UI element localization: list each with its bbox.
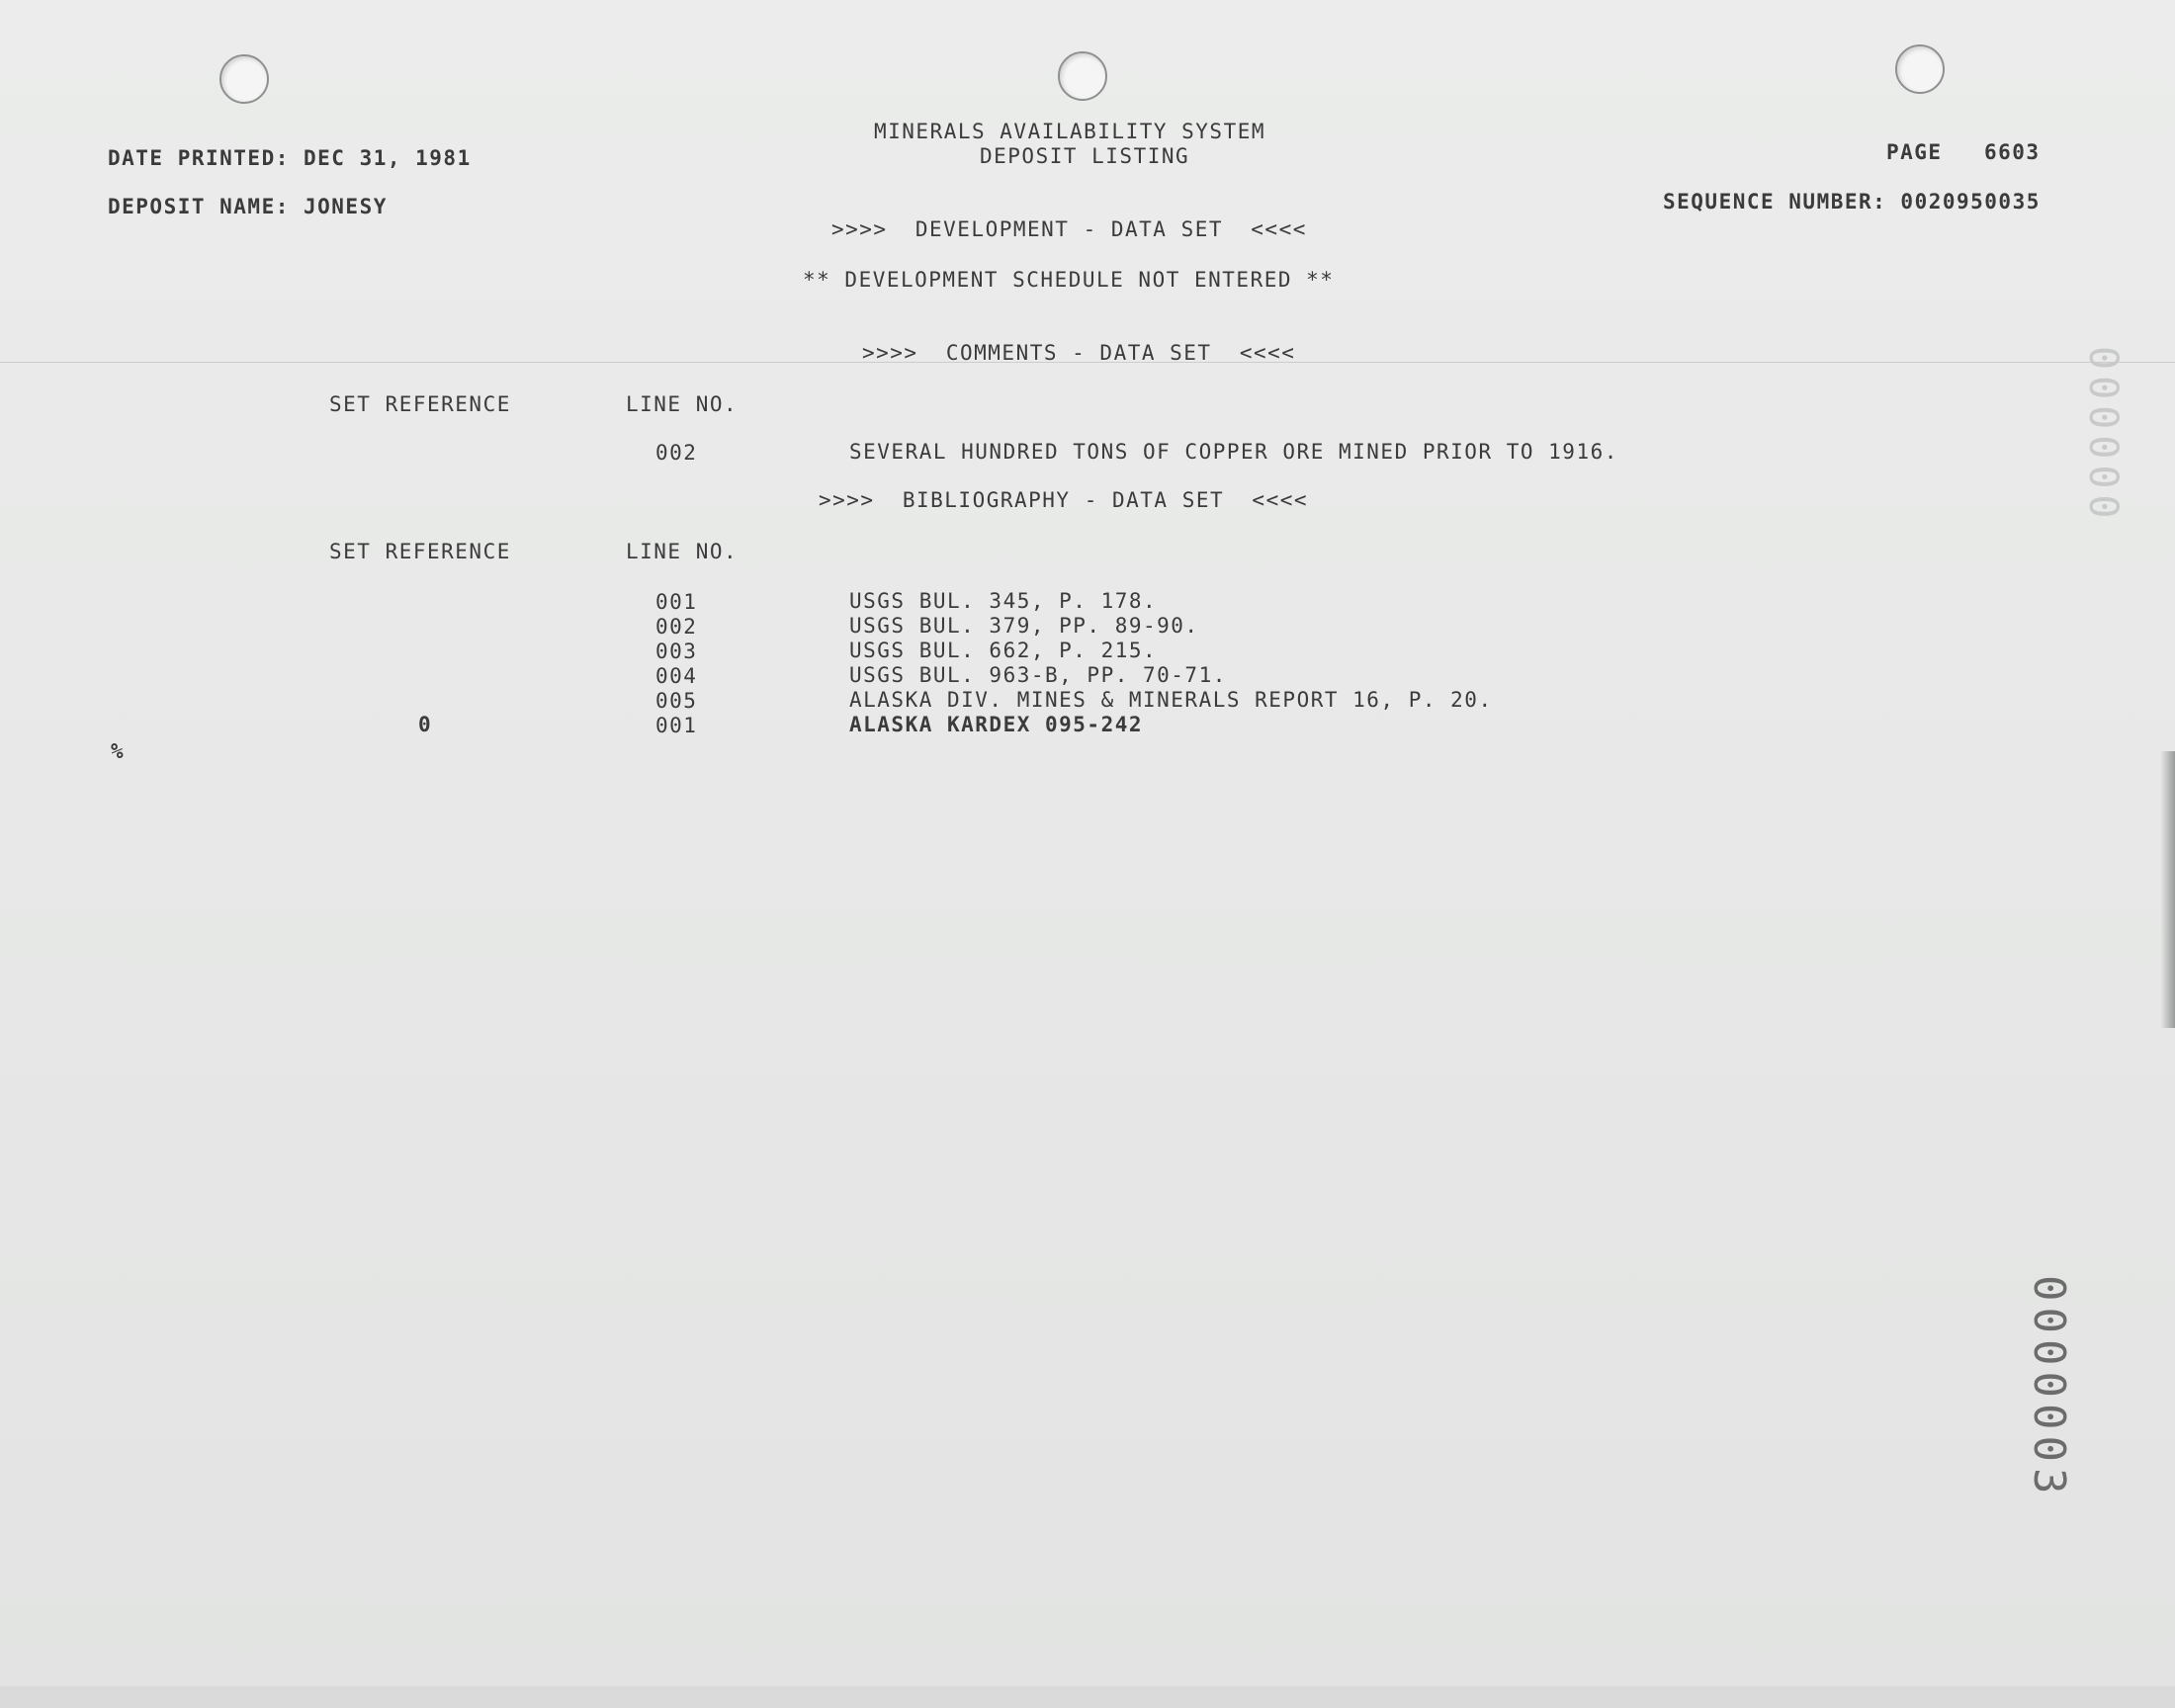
bibliography-row-line: 005 [655, 689, 698, 713]
bibliography-row-line: 004 [655, 664, 698, 688]
punch-hole-right [1895, 44, 1945, 94]
bibliography-row-text: USGS BUL. 662, P. 215. [849, 639, 1158, 662]
comments-row-text: SEVERAL HUNDRED TONS OF COPPER ORE MINED PRIOR TO 1916. [849, 440, 1618, 464]
bibliography-heading: >>>> BIBLIOGRAPHY - DATA SET <<<< [819, 488, 1309, 512]
comments-col-line-no: LINE NO. [626, 392, 739, 416]
bibliography-row-text: USGS BUL. 379, PP. 89-90. [849, 614, 1199, 638]
bibliography-col-line-no: LINE NO. [626, 540, 739, 563]
listing-title: DEPOSIT LISTING [980, 144, 1190, 168]
system-title: MINERALS AVAILABILITY SYSTEM [874, 120, 1266, 143]
comments-heading: >>>> COMMENTS - DATA SET <<<< [862, 341, 1296, 365]
deposit-name: DEPOSIT NAME: JONESY [108, 195, 388, 218]
page-edge-shadow [2161, 751, 2175, 1028]
punch-hole-left [219, 54, 269, 104]
bibliography-row-set-ref: 0 [418, 713, 433, 736]
page-bottom-edge [0, 1686, 2175, 1708]
bibliography-row-text: ALASKA DIV. MINES & MINERALS REPORT 16, P. 20. [849, 688, 1493, 712]
sequence-number: SEQUENCE NUMBER: 0020950035 [1663, 190, 2041, 214]
bibliography-row-line: 001 [655, 714, 698, 737]
bibliography-row-text: ALASKA KARDEX 095-242 [849, 713, 1144, 736]
date-printed: DATE PRINTED: DEC 31, 1981 [108, 146, 472, 170]
bibliography-row-text: USGS BUL. 963-B, PP. 70-71. [849, 663, 1227, 687]
bibliography-col-set-reference: SET REFERENCE [329, 540, 511, 563]
bibliography-row-line: 003 [655, 640, 698, 663]
comments-col-set-reference: SET REFERENCE [329, 392, 511, 416]
development-heading: >>>> DEVELOPMENT - DATA SET <<<< [831, 217, 1307, 241]
faint-stamp-number: 000000 [2080, 346, 2126, 525]
end-marker: % [111, 739, 126, 763]
page-number: PAGE 6603 [1886, 140, 2041, 164]
development-note: ** DEVELOPMENT SCHEDULE NOT ENTERED ** [803, 268, 1335, 292]
bibliography-row-line: 001 [655, 590, 698, 614]
stamp-number: 0000003 [2024, 1275, 2074, 1500]
punch-hole-center [1058, 51, 1107, 101]
bibliography-row-line: 002 [655, 615, 698, 639]
bibliography-row-text: USGS BUL. 345, P. 178. [849, 589, 1158, 613]
comments-row-line: 002 [655, 441, 698, 465]
